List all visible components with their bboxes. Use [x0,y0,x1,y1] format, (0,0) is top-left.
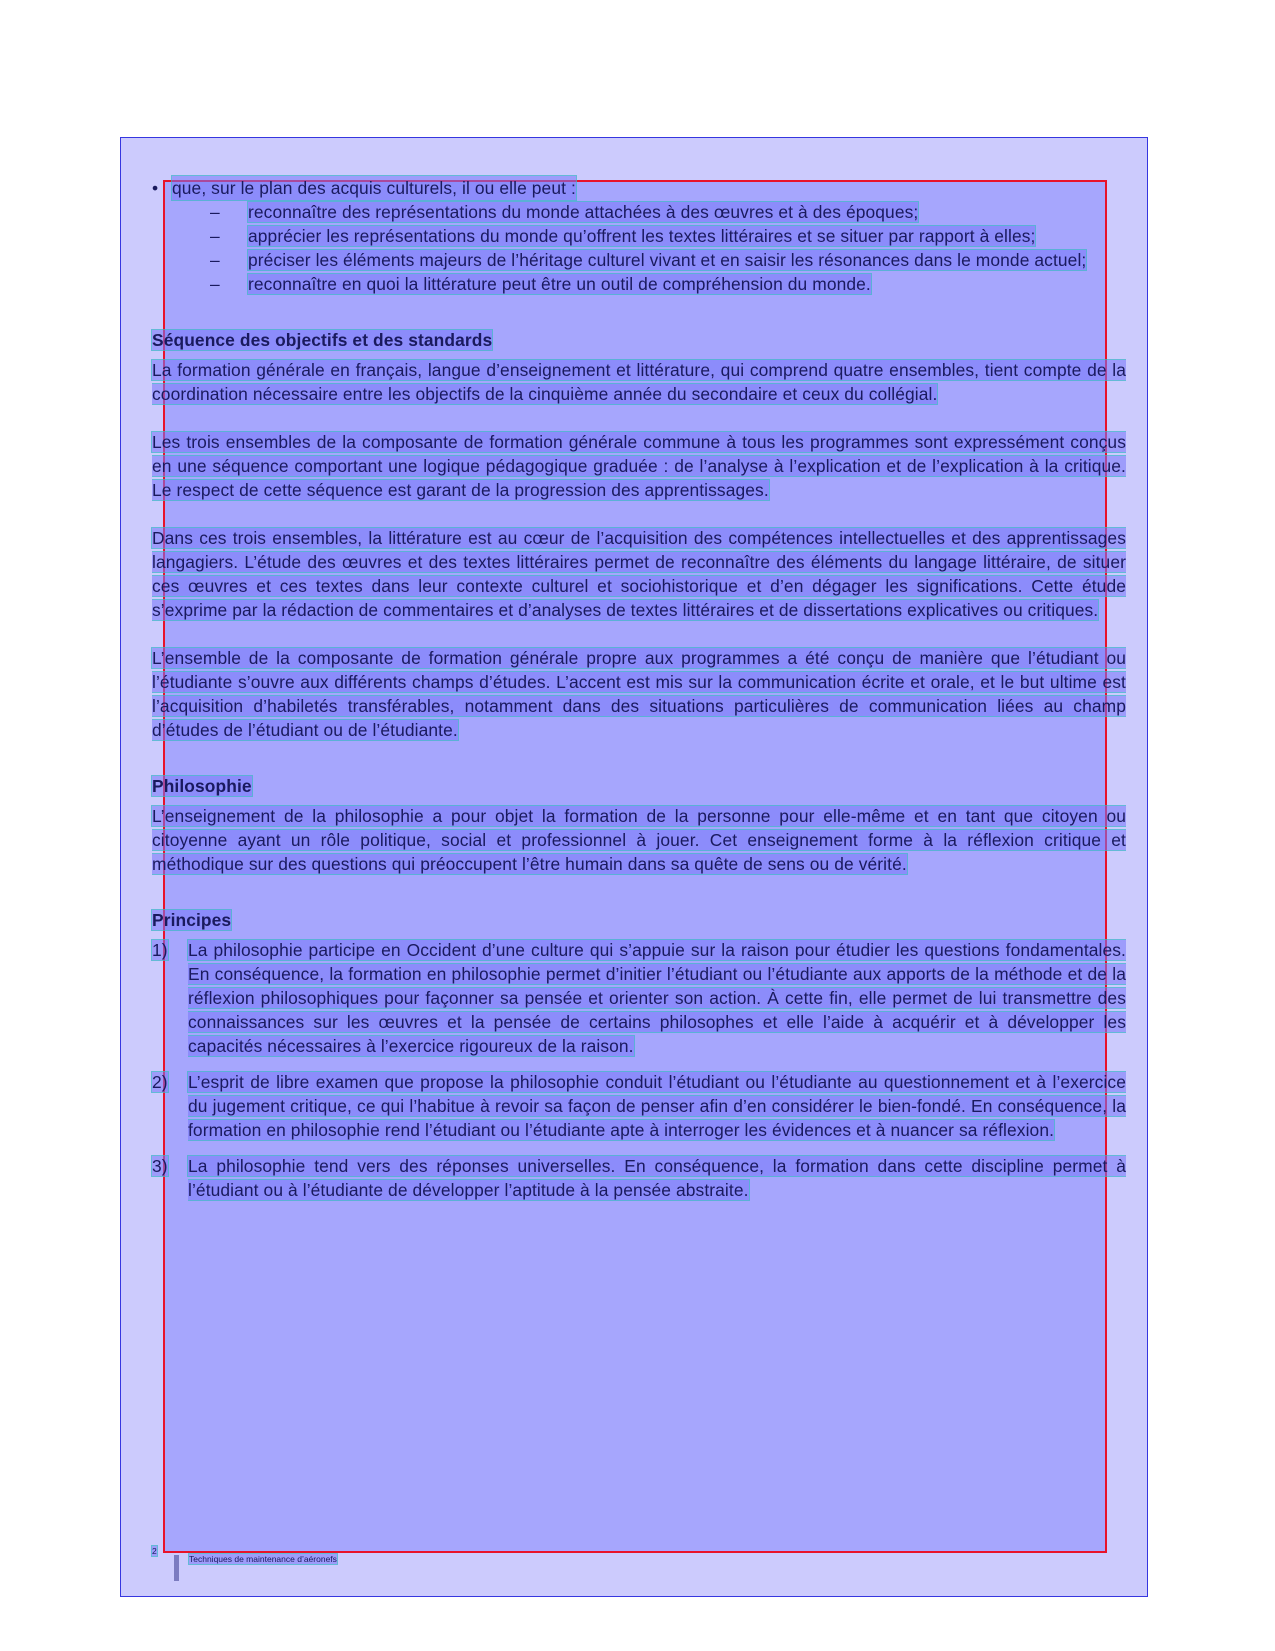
list-item [152,200,1126,224]
section-heading-principes: Principes [152,910,232,930]
dash-icon: – [210,202,220,222]
paragraph: Les trois ensembles de la composante de formation générale commune à tous les programmes sont expressément conçus en une séquence comportant une logique pédagogique graduée : de l’analyse à l’explication et de l’explication à la critique. Le respect de cette séquence est garant de la progression des apprentissages. [152,432,1126,500]
section-heading-sequence: Séquence des objectifs et des standards [152,330,493,350]
principle-text: La philosophie tend vers des réponses universelles. En conséquence, la formation dans cette discipline permet à l’étudiant ou à l’étudiante de développer l’aptitude à la pensée abstraite. [188,1156,1126,1200]
paragraph: La formation générale en français, langue d’enseignement et littérature, qui comprend quatre ensembles, tient compte de la coordination nécessaire entre les objectifs de la cinquième année du secondaire et ceux du collégial. [152,360,1126,404]
paragraph: L’ensemble de la composante de formation générale propre aux programmes a été conçu de manière que l’étudiant ou l’étudiante s’ouvre aux différents champs d’études. L’accent est mis sur la communication écrite et orale, et le but ultime est l’acquisition d’habiletés transférables, notamment dans des situations particulières de communication liées au champ d’études de l’étudiant ou de l’étudiante. [152,648,1126,740]
principle-item [152,1070,1126,1142]
footer-divider [174,1555,179,1581]
list-item-text: préciser les éléments majeurs de l’héritage culturel vivant et en saisir les résonances dans le monde actuel; [248,250,1087,270]
list-item-text: reconnaître des représentations du monde attachées à des œuvres et à des époques; [248,202,919,222]
principle-text: L’esprit de libre examen que propose la philosophie conduit l’étudiant ou l’étudiante au questionnement et à l’exercice du jugement critique, ce qui l’habitue à revoir sa façon de penser afin d’en considérer le bien-fondé. En conséquence, la formation en philosophie rend l’étudiant ou l’étudiante apte à interroger les évidences et à nuancer sa réflexion. [188,1072,1126,1140]
list-item-text: reconnaître en quoi la littérature peut être un outil de compréhension du monde. [248,274,871,294]
footer-page-number: 2 [152,1546,157,1556]
principle-number: 2) [152,1072,168,1092]
footer-title: Techniques de maintenance d’aéronefs [189,1554,337,1564]
principle-item [152,1154,1126,1202]
principle-text: La philosophie participe en Occident d’une culture qui s’appuie sur la raison pour étudier les questions fondamentales. En conséquence, la formation en philosophie permet d’initier l’étudiant ou l’étudiante aux apports de la méthode et de la réflexion philosophiques pour façonner sa pensée et orienter son action. À cette fin, elle permet de lui transmettre des connaissances sur les œuvres et la pensée de certains philosophes et elle l’aide à acquérir et à développer les capacités nécessaires à l’exercice rigoureux de la raison. [188,940,1126,1056]
bullet-icon: • [152,178,159,198]
page-footer [152,1546,337,1572]
dash-icon: – [210,250,220,270]
intro-bullet [152,176,1126,200]
paragraph: L’enseignement de la philosophie a pour objet la formation de la personne pour elle-même et en tant que citoyen ou citoyenne ayant un rôle politique, social et professionnel à jouer. Cet enseignement forme à la réflexion critique et méthodique sur des questions qui préoccupent l’être humain dans sa quête de sens ou de vérité. [152,806,1126,874]
list-item-text: apprécier les représentations du monde qu’offrent les textes littéraires et se situer par rapport à elles; [248,226,1036,246]
list-item [152,224,1126,248]
list-item [152,272,1126,296]
list-item [152,248,1126,272]
paragraph: Dans ces trois ensembles, la littérature est au cœur de l’acquisition des compétences intellectuelles et des apprentissages langagiers. L’étude des œuvres et des textes littéraires permet de reconnaître des éléments du langage littéraire, de situer ces œuvres et ces textes dans leur contexte culturel et sociohistorique et d’en dégager les significations. Cette étude s’exprime par la rédaction de commentaires et d’analyses de textes littéraires et de dissertations explicatives ou critiques. [152,528,1126,620]
section-heading-philosophie: Philosophie [152,776,252,796]
principle-item [152,938,1126,1058]
intro-bullet-text: que, sur le plan des acquis culturels, il ou elle peut : [172,178,576,198]
document-body [152,176,1126,1202]
principle-number: 1) [152,940,168,960]
dash-icon: – [210,274,220,294]
principle-number: 3) [152,1156,168,1176]
dash-icon: – [210,226,220,246]
